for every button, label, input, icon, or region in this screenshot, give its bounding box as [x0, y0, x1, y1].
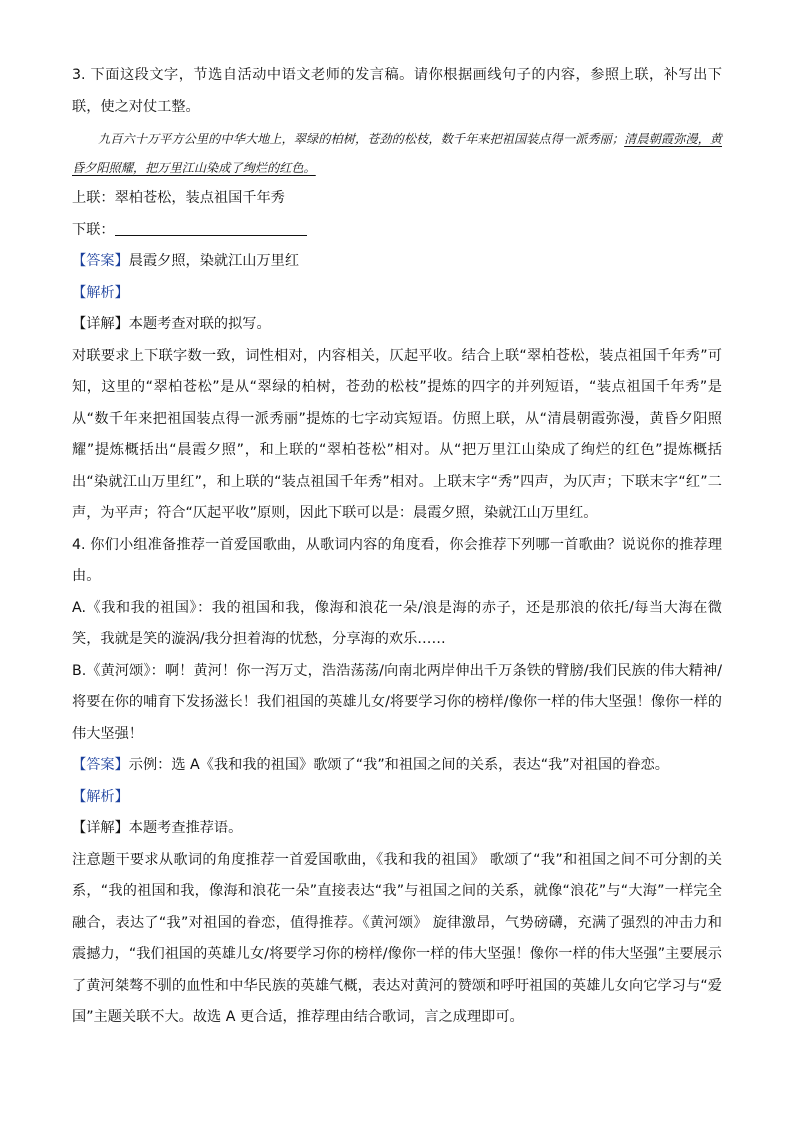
lower-couplet-label: 下联：	[72, 221, 115, 238]
detail-text: 本题考查对联的拟写。	[128, 316, 271, 332]
passage-underlined-sentence: 清晨朝霞弥漫，黄昏夕阳照耀，把万里江山染成了绚烂的红色。	[72, 132, 722, 175]
question-3-explanation: 对联要求上下联字数一致，词性相对，内容相关，仄起平收。结合上联“翠柏苍松，装点祖国千年秀”可知，这里的“翠柏苍松”是从“翠绿的柏树，苍劲的松枝”提炼的四字的并列短语，“装点祖国千年秀”是从“数千年来把祖国装点得一派秀丽”提炼的七字动宾短语。仿照上联，从“清晨朝霞弥漫，黄昏夕阳照耀”提炼概括出“晨霞夕照”，和上联的“翠柏苍松”相对。从“把万里江山染成了绚烂的红色”提炼概括出“染就江山万里红”，和上联的“装点祖国千年秀”相对。上联末字“秀”四声，为仄声；下联末字“红”二声，为平声；符合“仄起平收”原则，因此下联可以是：晨霞夕照，染就江山万里红。	[72, 347, 722, 521]
answer-tag: 【答案】	[72, 253, 129, 269]
detail-tag: 【详解】	[72, 820, 129, 836]
question-4-analysis-heading	[72, 782, 722, 814]
question-3-passage	[72, 125, 722, 183]
question-4-detail	[72, 813, 722, 845]
lower-couplet-line	[72, 215, 722, 247]
question-3-answer	[72, 246, 722, 278]
question-4-option-b: B.《黄河颂》：啊！黄河！你一泻万丈，浩浩荡荡/向南北两岸伸出千万条铁的臂膀/我们民族的伟大精神/将要在你的哺育下发扬滋长！我们祖国的英雄儿女/将要学习你的榜样/像你一样的伟大坚强！像你一样的伟大坚强！	[72, 662, 722, 742]
question-3-analysis-heading	[72, 278, 722, 310]
document-page	[72, 60, 722, 1034]
detail-text: 本题考查推荐语。	[128, 820, 243, 836]
answer-text: 晨霞夕照，染就江山万里红	[128, 253, 300, 269]
upper-couplet-line: 上联：翠柏苍松，装点祖国千年秀	[72, 190, 285, 206]
question-4-explanation: 注意题干要求从歌词的角度推荐一首爱国歌曲，《我和我的祖国》 歌颂了“我”和祖国之间不可分割的关系，“我的祖国和我，像海和浪花一朵”直接表达“我”与祖国之间的关系，就像“浪花”与“大海”一样完全融合，表达了“我”对祖国的眷恋，值得推荐。《黄河颂》 旋律激昂，气势磅礴，充满了强烈的冲击力和震撼力，“我们祖国的英雄儿女/将要学习你的榜样/像你一样的伟大坚强！像你一样的伟大坚强”主要展示了黄河桀骜不驯的血性和中华民族的英雄气概，表达对黄河的赞颂和呼吁祖国的英雄儿女向它学习与“爱国”主题关联不大。故选 A 更合适，推荐理由结合歌词，言之成理即可。	[72, 851, 722, 1025]
question-3-detail	[72, 309, 722, 341]
passage-plain-text: 九百六十万平方公里的中华大地上，翠绿的柏树，苍劲的松枝，数千年来把祖国装点得一派秀丽；	[98, 132, 625, 146]
answer-text: 示例：选 A《我和我的祖国》歌颂了“我”和祖国之间的关系，表达“我”对祖国的眷恋。	[128, 757, 669, 773]
question-4-stem: 4. 你们小组准备推荐一首爱国歌曲，从歌词内容的角度看，你会推荐下列哪一首歌曲？说说你的推荐理由。	[72, 536, 722, 584]
detail-tag: 【详解】	[72, 316, 129, 332]
question-4-option-a: A.《我和我的祖国》：我的祖国和我，像海和浪花一朵/浪是海的赤子，还是那浪的依托/每当大海在微笑，我就是笑的漩涡/我分担着海的忧愁，分享海的欢乐……	[72, 599, 722, 647]
analysis-tag: 【解析】	[72, 284, 129, 301]
question-3-stem: 3. 下面这段文字，节选自活动中语文老师的发言稿。请你根据画线句子的内容，参照上联，补写出下联，使之对仗工整。	[72, 67, 722, 115]
analysis-tag: 【解析】	[72, 788, 129, 805]
answer-tag: 【答案】	[72, 757, 129, 773]
answer-blank	[115, 219, 307, 236]
question-4-answer	[72, 750, 722, 782]
